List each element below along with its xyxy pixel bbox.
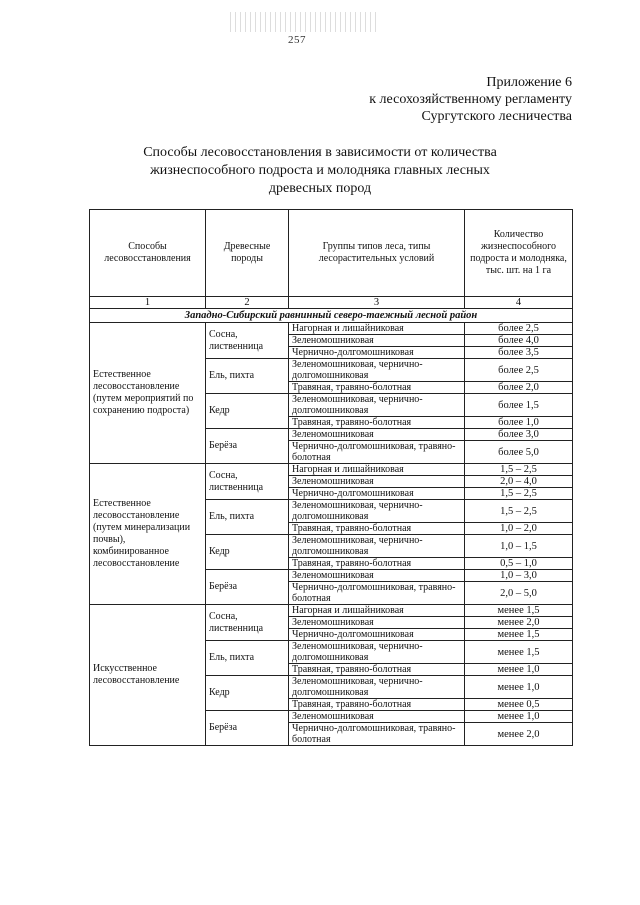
column-number: 4 — [465, 297, 573, 309]
header-quantity: Количество жизнеспособного подроста и молодняка, тыс. шт. на 1 га — [465, 210, 573, 297]
appendix-line-2: к лесохозяйственному регламенту — [369, 92, 572, 107]
quantity-cell: более 5,0 — [465, 441, 573, 464]
forest-type-cell: Травяная, травяно-болотная — [289, 417, 465, 429]
forest-type-cell: Травяная, травяно-болотная — [289, 382, 465, 394]
quantity-cell: менее 1,0 — [465, 664, 573, 676]
forest-type-cell: Травяная, травяно-болотная — [289, 558, 465, 570]
quantity-cell: более 2,0 — [465, 382, 573, 394]
forest-type-cell: Зеленомошниковая — [289, 617, 465, 629]
species-cell: Ель, пихта — [206, 500, 289, 535]
quantity-cell: 0,5 – 1,0 — [465, 558, 573, 570]
title-line-3: древесных пород — [268, 181, 372, 196]
forest-type-cell: Чернично-долгомошниковая, травяно-болотная — [289, 441, 465, 464]
quantity-cell: более 1,5 — [465, 394, 573, 417]
quantity-cell: 1,5 – 2,5 — [465, 500, 573, 523]
forest-type-cell: Чернично-долгомошниковая — [289, 629, 465, 641]
page-number-stamp: 257 — [288, 34, 306, 46]
quantity-cell: более 2,5 — [465, 323, 573, 335]
species-cell: Сосна, лиственница — [206, 605, 289, 641]
column-number: 2 — [206, 297, 289, 309]
quantity-cell: 2,0 – 5,0 — [465, 582, 573, 605]
species-cell: Сосна, лиственница — [206, 323, 289, 359]
species-cell: Кедр — [206, 394, 289, 429]
title-line-1: Способы лесовосстановления в зависимости от количества — [143, 145, 497, 160]
species-cell: Ель, пихта — [206, 359, 289, 394]
quantity-cell: более 4,0 — [465, 335, 573, 347]
quantity-cell: 2,0 – 4,0 — [465, 476, 573, 488]
forest-type-cell: Зеленомошниковая, чернично-долгомошниковая — [289, 394, 465, 417]
forest-type-cell: Нагорная и лишайниковая — [289, 464, 465, 476]
quantity-cell: менее 1,5 — [465, 605, 573, 617]
reforestation-table — [89, 209, 573, 746]
quantity-cell: менее 1,5 — [465, 629, 573, 641]
forest-type-cell: Зеленомошниковая, чернично-долгомошниковая — [289, 676, 465, 699]
quantity-cell: менее 1,0 — [465, 711, 573, 723]
quantity-cell: более 3,5 — [465, 347, 573, 359]
quantity-cell: менее 1,0 — [465, 676, 573, 699]
quantity-cell: менее 1,5 — [465, 641, 573, 664]
region-row — [90, 309, 573, 323]
region-name: Западно-Сибирский равнинный северо-таежный лесной район — [90, 309, 573, 323]
forest-type-cell: Чернично-долгомошниковая, травяно-болотная — [289, 582, 465, 605]
table-row — [90, 605, 573, 617]
species-cell: Ель, пихта — [206, 641, 289, 676]
quantity-cell: 1,0 – 2,0 — [465, 523, 573, 535]
header-method: Способы лесовосстановления — [90, 210, 206, 297]
species-cell: Кедр — [206, 676, 289, 711]
header-forest-groups: Группы типов леса, типы лесорастительных условий — [289, 210, 465, 297]
forest-type-cell: Зеленомошниковая, чернично-долгомошниковая — [289, 535, 465, 558]
quantity-cell: менее 0,5 — [465, 699, 573, 711]
column-number: 1 — [90, 297, 206, 309]
appendix-heading — [369, 74, 572, 125]
quantity-cell: более 1,0 — [465, 417, 573, 429]
table-body — [90, 323, 573, 746]
table-row — [90, 323, 573, 335]
column-number-row — [90, 297, 573, 309]
forest-type-cell: Травяная, травяно-болотная — [289, 699, 465, 711]
forest-type-cell: Зеленомошниковая — [289, 476, 465, 488]
appendix-line-1: Приложение 6 — [486, 75, 572, 90]
forest-type-cell: Травяная, травяно-болотная — [289, 664, 465, 676]
species-cell: Берёза — [206, 429, 289, 464]
quantity-cell: 1,5 – 2,5 — [465, 488, 573, 500]
forest-type-cell: Травяная, травяно-болотная — [289, 523, 465, 535]
title-line-2: жизнеспособного подроста и молодняка главных лесных — [150, 163, 490, 178]
document-title — [60, 144, 580, 198]
forest-type-cell: Зеленомошниковая, чернично-долгомошниковая — [289, 641, 465, 664]
forest-type-cell: Зеленомошниковая, чернично-долгомошниковая — [289, 359, 465, 382]
appendix-line-3: Сургутского лесничества — [421, 109, 572, 124]
column-number: 3 — [289, 297, 465, 309]
forest-type-cell: Чернично-долгомошниковая — [289, 488, 465, 500]
species-cell: Кедр — [206, 535, 289, 570]
quantity-cell: 1,5 – 2,5 — [465, 464, 573, 476]
forest-type-cell: Чернично-долгомошниковая — [289, 347, 465, 359]
species-cell: Берёза — [206, 711, 289, 746]
quantity-cell: 1,0 – 1,5 — [465, 535, 573, 558]
forest-type-cell: Зеленомошниковая, чернично-долгомошниковая — [289, 500, 465, 523]
forest-type-cell: Нагорная и лишайниковая — [289, 605, 465, 617]
forest-type-cell: Зеленомошниковая — [289, 570, 465, 582]
quantity-cell: 1,0 – 3,0 — [465, 570, 573, 582]
table-row — [90, 464, 573, 476]
quantity-cell: менее 2,0 — [465, 617, 573, 629]
quantity-cell: более 3,0 — [465, 429, 573, 441]
quantity-cell: менее 2,0 — [465, 723, 573, 746]
forest-type-cell: Чернично-долгомошниковая, травяно-болотная — [289, 723, 465, 746]
method-cell: Естественное лесовосстановление (путем минерализации почвы), комбинированное лесовосстановление — [90, 464, 206, 605]
method-cell: Искусственное лесовосстановление — [90, 605, 206, 746]
header-species: Древесные породы — [206, 210, 289, 297]
method-cell: Естественное лесовосстановление (путем мероприятий по сохранению подроста) — [90, 323, 206, 464]
forest-type-cell: Зеленомошниковая — [289, 429, 465, 441]
scan-smudge — [230, 12, 380, 32]
species-cell: Сосна, лиственница — [206, 464, 289, 500]
species-cell: Берёза — [206, 570, 289, 605]
forest-type-cell: Нагорная и лишайниковая — [289, 323, 465, 335]
quantity-cell: более 2,5 — [465, 359, 573, 382]
forest-type-cell: Зеленомошниковая — [289, 335, 465, 347]
forest-type-cell: Зеленомошниковая — [289, 711, 465, 723]
header-row — [90, 210, 573, 297]
